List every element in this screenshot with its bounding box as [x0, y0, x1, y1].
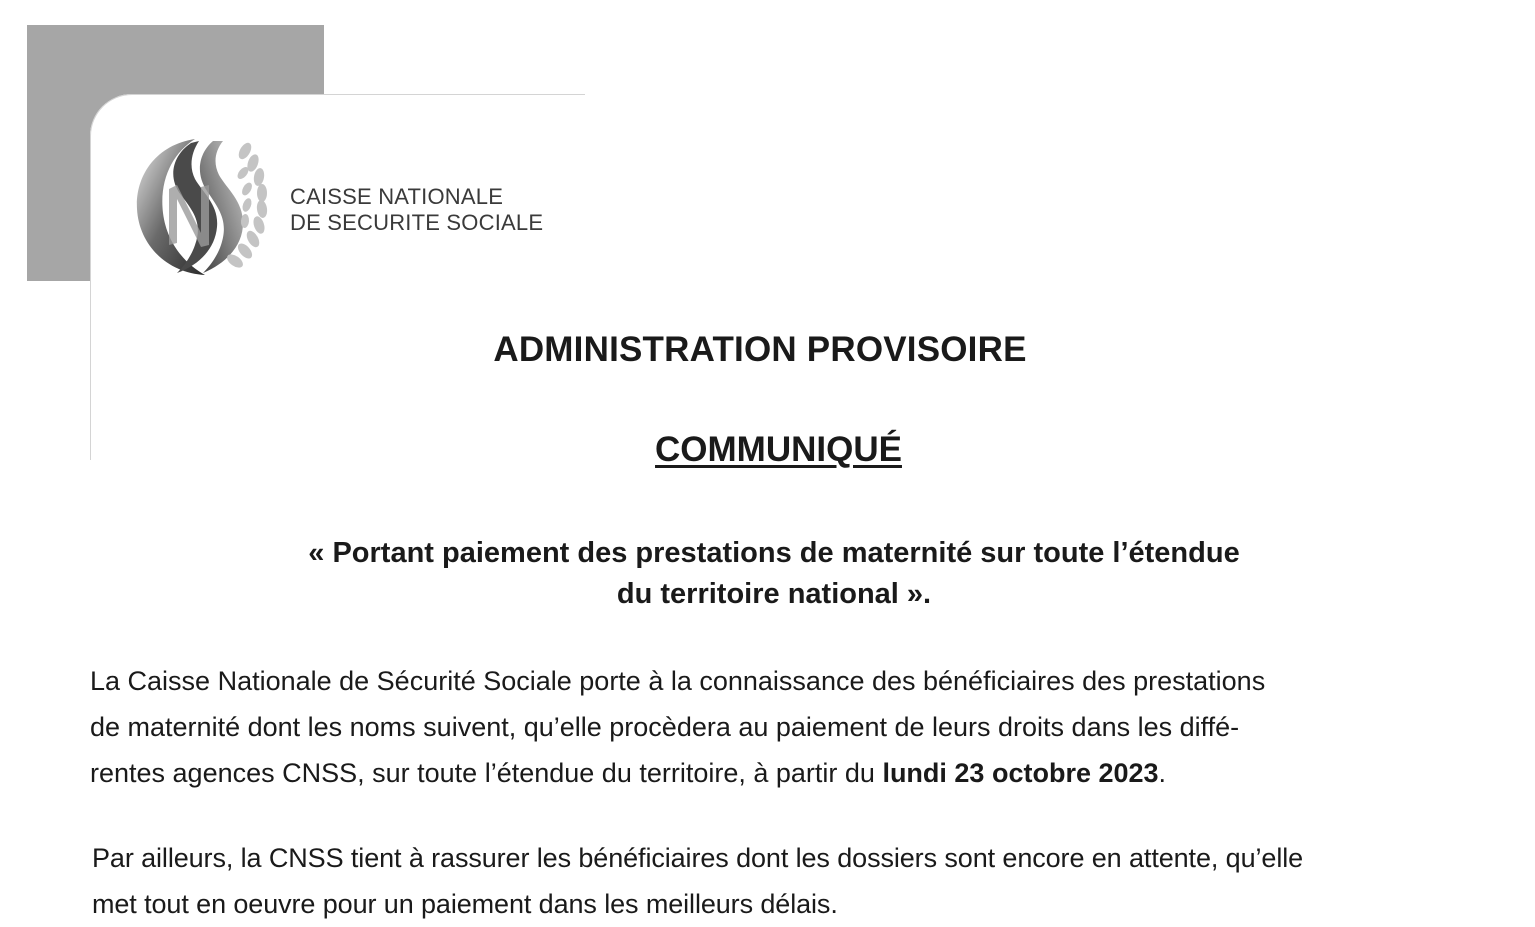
subject-line-1: « Portant paiement des prestations de maternité sur toute l’étendue	[308, 537, 1240, 569]
paragraph-line: La Caisse Nationale de Sécurité Sociale porte à la connaissance des bénéficiaires des prestations	[90, 666, 1266, 696]
org-name-line-1: CAISSE NATIONALE	[290, 184, 504, 209]
paragraph-text: rentes agences CNSS, sur toute l’étendue du territoire, à partir du	[90, 758, 883, 788]
header-card-top-border	[128, 94, 585, 95]
paragraph-line: met tout en oeuvre pour un paiement dans les meilleurs délais.	[92, 889, 838, 919]
admin-title: ADMINISTRATION PROVISOIRE	[493, 330, 1027, 369]
organization-name	[290, 184, 543, 236]
paragraph-reassurance	[92, 835, 1303, 927]
cnss-logo-icon	[133, 133, 278, 278]
header-card-left-border	[90, 134, 91, 460]
paragraph-line: Par ailleurs, la CNSS tient à rassurer les bénéficiaires dont les dossiers sont encore en attente, qu’elle	[92, 843, 1304, 873]
payment-start-date: lundi 23 octobre 2023	[882, 758, 1159, 788]
paragraph-announcement	[90, 658, 1265, 796]
org-name-line-2: DE SECURITE SOCIALE	[290, 210, 544, 235]
communique-subject	[0, 533, 1535, 615]
paragraph-line-with-date	[90, 750, 1265, 796]
paragraph-text: .	[1158, 758, 1167, 788]
communique-title: COMMUNIQUÉ	[655, 430, 902, 469]
subject-line-2: du territoire national ».	[616, 578, 932, 610]
paragraph-line: de maternité dont les noms suivent, qu’elle procèdera au paiement de leurs droits dans les diffé-	[90, 712, 1240, 742]
